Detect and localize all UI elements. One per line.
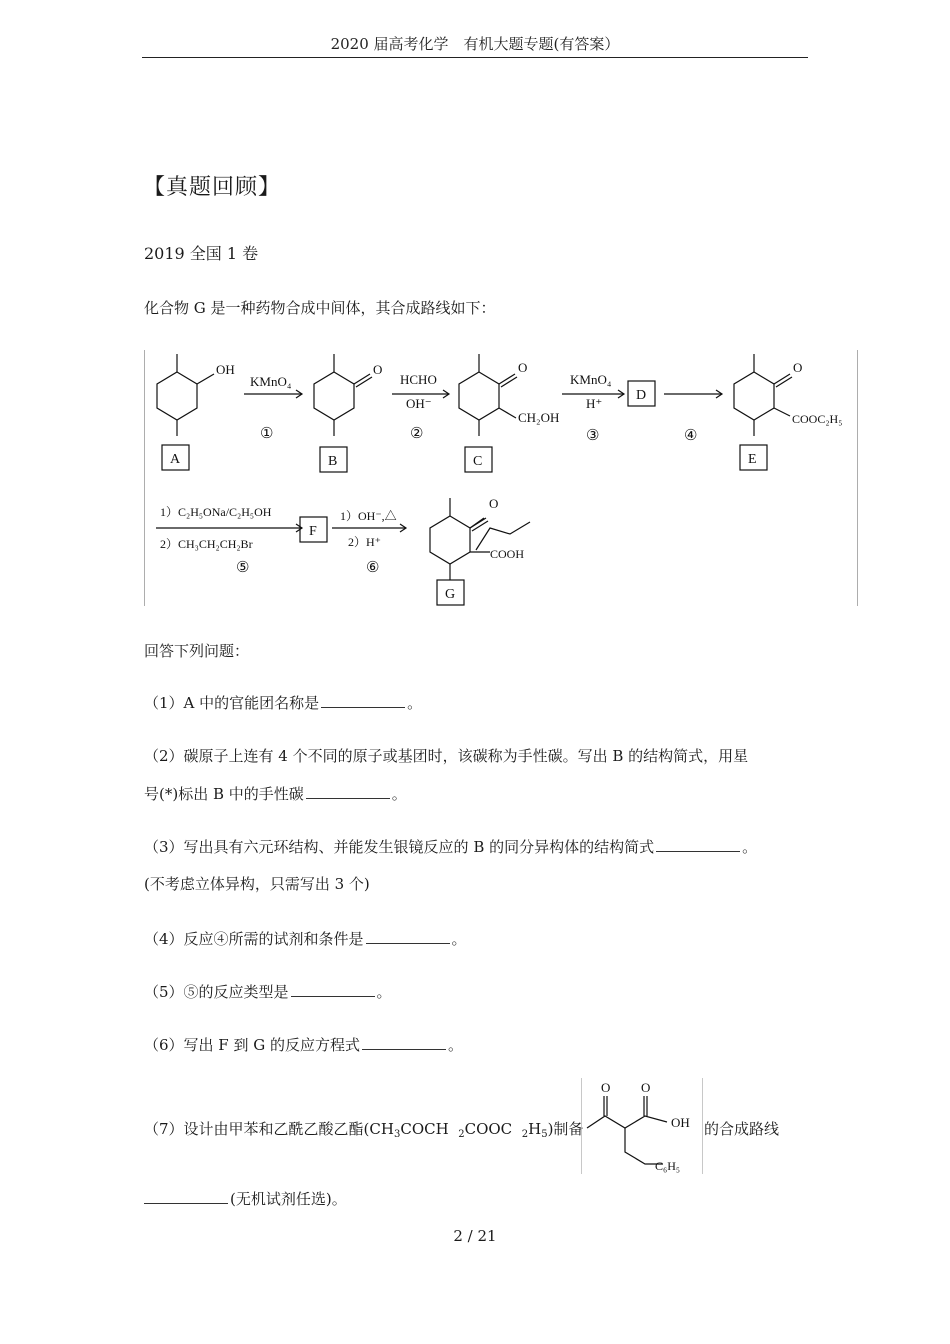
group-o-g: O [489,496,499,511]
step6-number: ⑥ [366,560,380,576]
q5-text: （5）⑤的反应类型是 [144,983,289,1001]
q6-text: （6）写出 F 到 G 的反应方程式 [144,1036,361,1054]
question-7-tail: 的合成路线 [704,1120,780,1138]
group-cooh-g: COOH [490,547,525,561]
q7-text-a: （7）设计由甲苯和乙酰乙酸乙酯(CH [144,1120,394,1138]
step5-line1: 1）C₂H₅ONa/C₂H₅OH [160,505,272,519]
question-7-line2 [144,1188,347,1210]
q1-text: （1）A 中的官能团名称是 [144,694,320,712]
target-oh: OH [671,1115,690,1130]
q7-text-c: COOC [464,1120,513,1138]
target-c6h5: C₆H₅ [655,1159,681,1173]
questions-lead: 回答下列问题： [144,642,250,660]
question-2-line2 [144,783,407,805]
q7-sub3: 2 [521,1129,529,1140]
target-molecule [581,1078,703,1174]
target-o2: O [641,1080,651,1095]
q7-text-b: COCH [400,1120,449,1138]
molecule-e [734,354,792,436]
q4-text: （4）反应④所需的试剂和条件是 [144,930,364,948]
molecule-b [314,354,372,436]
step3-reagent-bottom: H⁺ [586,396,603,411]
q7-text-e: )制备 [547,1120,584,1138]
q1-end: 。 [407,694,423,712]
q5-end: 。 [376,983,392,1001]
group-oh-a: OH [216,362,235,377]
page-header: 2020 届高考化学 有机大题专题(有答案） [330,35,620,53]
question-6 [144,1034,463,1056]
section-title: 【真题回顾】 [143,175,282,200]
group-o-c: O [518,360,528,375]
step2-number: ② [410,426,424,442]
question-2-line1: （2）碳原子上连有 4 个不同的原子或基团时，该碳称为手性碳。写出 B 的结构简式，用星 [144,747,749,765]
box-b-label: B [328,454,338,469]
answer-blank-q2[interactable] [306,784,390,799]
group-o-b: O [373,362,383,377]
q7-sub4: 5 [541,1129,548,1140]
step5-number: ⑤ [236,560,250,576]
step3-number: ③ [586,428,600,444]
q6-end: 。 [448,1036,464,1054]
answer-blank-q7[interactable] [144,1189,228,1204]
step3-reagent-top: KMnO₄ [570,372,612,387]
group-o-e: O [793,360,803,375]
q7-sub1: 3 [393,1129,401,1140]
group-cooc2h5: COOC₂H₅ [792,412,843,426]
step1-number: ① [260,426,274,442]
step6-line2: 2）H⁺ [348,535,382,549]
answer-blank-q6[interactable] [362,1035,446,1050]
question-5 [144,981,392,1003]
step5-line2: 2）CH₃CH₂CH₂Br [160,537,253,551]
intro-text: 化合物 G 是一种药物合成中间体，其合成路线如下： [144,299,496,317]
box-c-label: C [473,454,483,469]
reaction-scheme [144,350,858,606]
step1-reagent: KMnO₄ [250,374,292,389]
molecule-g [430,498,530,580]
answer-blank-q3[interactable] [656,837,740,852]
q7-text-d: H [528,1120,542,1138]
box-f-label: F [309,524,317,539]
step2-reagent-bottom: OH⁻ [406,396,432,411]
page-number: 2 / 21 [453,1227,497,1245]
q7-end: (无机试剂任选)。 [230,1190,347,1208]
molecule-c [459,354,517,436]
q2-text: 号(*)标出 B 中的手性碳 [144,785,304,803]
box-d-label: D [636,388,647,403]
answer-blank-q1[interactable] [321,693,405,708]
target-o1: O [601,1080,611,1095]
box-e-label: E [748,452,757,467]
molecule-a [157,354,214,436]
step4-number: ④ [684,428,698,444]
q3-end: 。 [742,838,758,856]
group-ch2oh: CH₂OH [518,410,560,425]
step6-line1: 1）OH⁻,△ [340,509,397,523]
question-1 [144,692,422,714]
answer-blank-q4[interactable] [366,929,450,944]
step2-reagent-top: HCHO [400,372,437,387]
q2-end: 。 [391,785,407,803]
box-g-label: G [445,587,456,602]
q4-end: 。 [451,930,467,948]
header-rule [142,57,808,58]
question-4 [144,928,467,950]
q7-sub2: 2 [458,1129,465,1140]
answer-blank-q5[interactable] [291,982,375,997]
question-3-line1 [144,836,757,858]
exam-subtitle: 2019 全国 1 卷 [144,244,259,263]
q3-text: （3）写出具有六元环结构、并能发生银镜反应的 B 的同分异构体的结构简式 [144,838,655,856]
question-7-line1 [144,1118,583,1143]
question-3-line2: (不考虑立体异构，只需写出 3 个) [144,875,370,893]
box-a-label: A [170,452,181,467]
